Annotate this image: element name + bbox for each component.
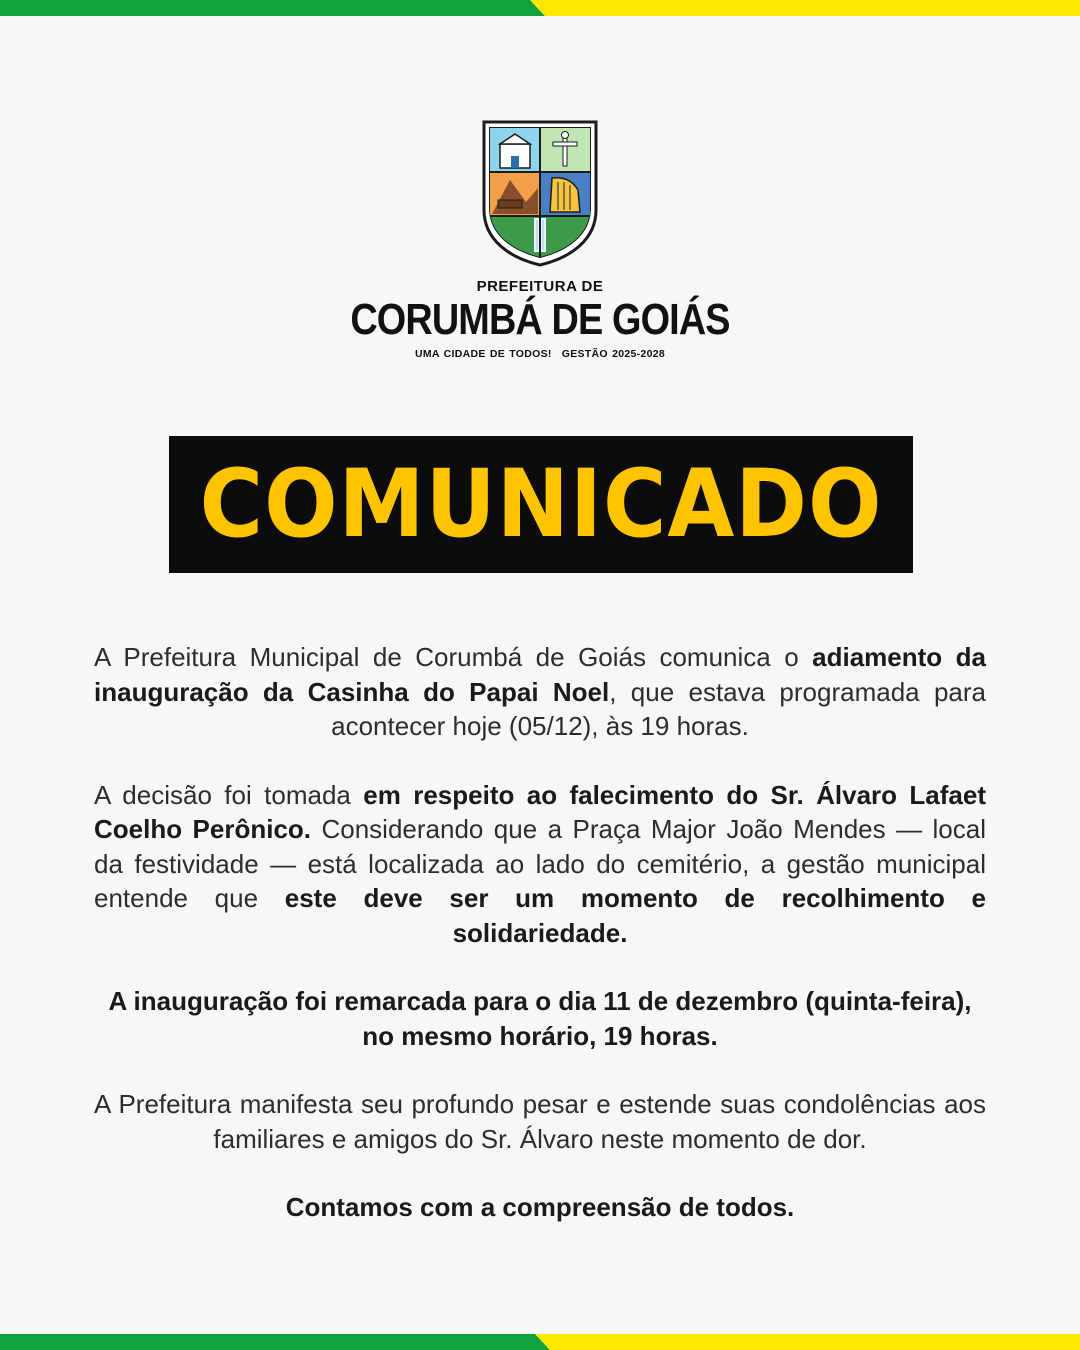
body-paragraph bbox=[94, 984, 986, 1053]
logo-pre-title: PREFEITURA DE bbox=[476, 278, 604, 295]
bold-text: A inauguração foi remarcada para o dia 11 de dezembro (quinta-feira), no mesmo horário, 19 horas. bbox=[108, 986, 972, 1051]
body-text: Considerando que a Praça Major João Mendes — local da festividade — está localizada ao lado do cemitério, a gestão municipal entende que bbox=[94, 814, 986, 913]
body-paragraph bbox=[94, 1087, 986, 1156]
announcement-body bbox=[94, 640, 986, 1259]
body-text: A Prefeitura Municipal de Corumbá de Goiás comunica o bbox=[94, 642, 813, 672]
banner-title: COMUNICADO bbox=[199, 450, 883, 559]
bold-text: adiamento da inauguração da Casinha do Papai Noel bbox=[94, 642, 986, 707]
term-text: GESTÃO 2025-2028 bbox=[561, 348, 666, 360]
prefeitura-logo bbox=[0, 118, 1080, 360]
body-text: , que estava programada para acontecer hoje (05/12), às 19 horas. bbox=[331, 676, 986, 741]
bold-text: este deve ser um momento de recolhimento e solidariedade. bbox=[284, 883, 986, 948]
top-color-stripe bbox=[0, 0, 1080, 16]
bold-text: em respeito ao falecimento do Sr. Álvaro Lafaet Coelho Perônico. bbox=[94, 779, 986, 844]
body-text: A Prefeitura manifesta seu profundo pesar e estende suas condolências aos familiares e amigos do Sr. Álvaro neste momento de dor. bbox=[94, 1089, 986, 1154]
logo-city-name: CORUMBÁ DE GOIÁS bbox=[350, 295, 730, 344]
body-paragraph bbox=[94, 1190, 986, 1225]
slogan-text: UMA CIDADE DE TODOS! bbox=[414, 348, 552, 360]
comunicado-banner bbox=[169, 436, 913, 573]
body-text: A decisão foi tomada bbox=[94, 779, 364, 810]
bottom-color-stripe bbox=[0, 1334, 1080, 1350]
logo-slogan bbox=[0, 348, 1080, 360]
city-coat-of-arms-icon bbox=[480, 118, 600, 268]
body-paragraph bbox=[94, 640, 986, 744]
body-paragraph bbox=[94, 778, 986, 951]
bold-text: Contamos com a compreensão de todos. bbox=[285, 1192, 795, 1222]
